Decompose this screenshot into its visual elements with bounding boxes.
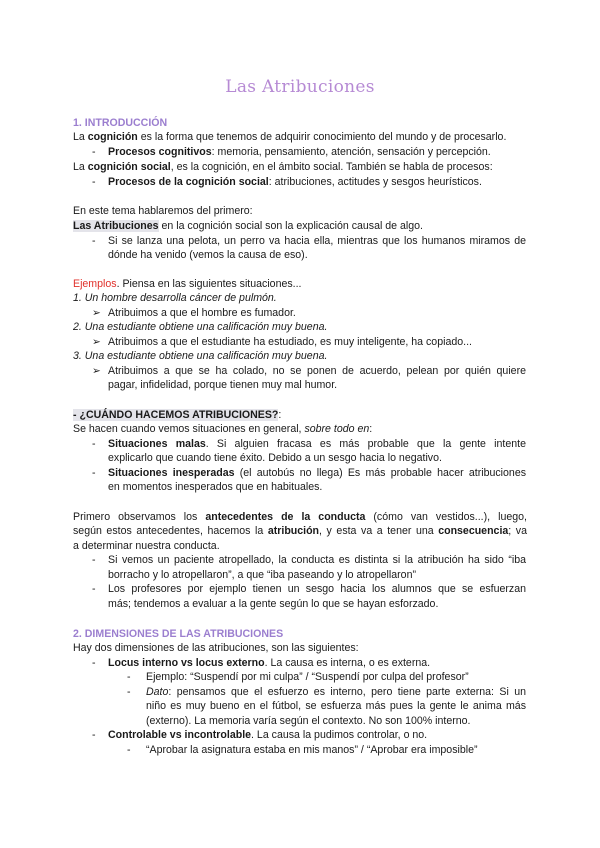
bullet-dash: - — [92, 235, 96, 247]
paragraph-cognicion-social: La cognición social, es la cognición, en el ámbito social. También se habla de procesos: — [73, 161, 493, 173]
bullet-dash: - — [92, 146, 96, 158]
bullet-pelota-line1: Si se lanza una pelota, un perro va hacia ella, mientras que los humanos miramos de — [108, 235, 526, 247]
sub-bullet-dato-line1: Dato: pensamos que el esfuerzo es interno, pero tiene parte externa: Si un — [146, 686, 526, 698]
sub-bullet-dash: - — [127, 671, 131, 683]
paragraph-antecedentes-line1: Primero observamos los antecedentes de la conducta (cómo van vestidos...), luego, — [73, 511, 527, 523]
bullet-situaciones-inesperadas-line2: en momentos inesperados que en habituales. — [108, 481, 323, 493]
sub-bullet-ejemplo: Ejemplo: “Suspendí por mi culpa” / “Suspendí por culpa del profesor” — [146, 671, 469, 683]
arrow-icon: ➢ — [92, 336, 101, 348]
example-3-attribution-line1: Atribuimos a que se ha colado, no se ponen de acuerdo, pelean por quién quiere — [108, 365, 526, 377]
bullet-procesos-cognicion-social: Procesos de la cognición social: atribuciones, actitudes y sesgos heurísticos. — [108, 176, 482, 188]
bullet-situaciones-malas-line2: explicarlo que cuando tiene éxito. Debido a un sesgo hacia lo negativo. — [108, 452, 442, 464]
paragraph-primero: En este tema hablaremos del primero: — [73, 205, 253, 217]
bullet-dash: - — [92, 176, 96, 188]
example-3-attribution-line2: pagar, infidelidad, porque tienen muy mal humor. — [108, 379, 338, 391]
sub-bullet-dato-line3: (externo). La memoria varía según el contexto. No son 100% interno. — [146, 715, 471, 727]
bullet-situaciones-malas-line1: Situaciones malas. Si alguien fracasa es más probable que la gente intente — [108, 438, 526, 450]
sub-bullet-dash: - — [127, 744, 131, 756]
bullet-dash: - — [92, 729, 96, 741]
example-2-attribution: Atribuimos a que el estudiante ha estudiado, es muy inteligente, ha copiado... — [108, 336, 472, 348]
bullet-paciente-line1: Si vemos un paciente atropellado, la conducta es distinta si la atribución ha sido “iba — [108, 554, 526, 566]
arrow-icon: ➢ — [92, 365, 101, 377]
example-1: 1. Un hombre desarrolla cáncer de pulmón. — [73, 292, 277, 304]
bullet-controlable: Controlable vs incontrolable. La causa la pudimos controlar, o no. — [108, 729, 428, 741]
bullet-paciente-line2: borracho y lo atropellaron”, a que “iba paseando y lo atropellaron” — [108, 569, 416, 581]
paragraph-ejemplos: Ejemplos. Piensa en las siguientes situaciones... — [73, 278, 302, 290]
bullet-dash: - — [92, 554, 96, 566]
section-heading-dimensiones: 2. DIMENSIONES DE LAS ATRIBUCIONES — [73, 628, 284, 640]
bullet-profesores-line2: más; tendemos a evaluar a la gente según lo que se hayan esforzado. — [108, 598, 439, 610]
paragraph-se-hacen: Se hacen cuando vemos situaciones en general, sobre todo en: — [73, 423, 373, 435]
bullet-dash: - — [92, 438, 96, 450]
sub-bullet-dash: - — [127, 686, 131, 698]
document-title: Las Atribuciones — [225, 77, 375, 97]
bullet-dash: - — [92, 583, 96, 595]
bullet-pelota-line2: dónde ha venido (vemos la causa de eso). — [108, 249, 308, 261]
sub-bullet-aprobar: “Aprobar la asignatura estaba en mis manos” / “Aprobar era imposible” — [146, 744, 478, 756]
section-heading-cuando: - ¿CUÁNDO HACEMOS ATRIBUCIONES?: — [73, 409, 282, 421]
bullet-procesos-cognitivos: Procesos cognitivos: memoria, pensamiento, atención, sensación y percepción. — [108, 146, 491, 158]
section-heading-introduccion: 1. INTRODUCCIÓN — [73, 117, 168, 129]
example-2: 2. Una estudiante obtiene una calificación muy buena. — [73, 321, 328, 333]
arrow-icon: ➢ — [92, 307, 101, 319]
bullet-locus: Locus interno vs locus externo. La causa es interna, o es externa. — [108, 657, 431, 669]
bullet-profesores-line1: Los profesores por ejemplo tienen un sesgo hacia los alumnos que se esfuerzan — [108, 583, 526, 595]
paragraph-dos-dimensiones: Hay dos dimensiones de las atribuciones, son las siguientes: — [73, 642, 359, 654]
bullet-dash: - — [92, 657, 96, 669]
sub-bullet-dato-line2: niño es muy bueno en el fútbol, se esfuerza más pues la gente le anima más — [146, 700, 526, 712]
example-3: 3. Una estudiante obtiene una calificación muy buena. — [73, 350, 328, 362]
bullet-situaciones-inesperadas-line1: Situaciones inesperadas (el autobús no llega) Es más probable hacer atribuciones — [108, 467, 527, 479]
paragraph-antecedentes-line2: según estos antecedentes, hacemos la atribución, y esta va a tener una consecuencia; va — [73, 525, 527, 537]
paragraph-cognicion: La cognición es la forma que tenemos de adquirir conocimiento del mundo y de procesarlo. — [73, 131, 507, 143]
paragraph-antecedentes-line3: a determinar nuestra conducta. — [73, 540, 220, 552]
paragraph-atribuciones-definicion: Las Atribuciones en la cognición social son la explicación causal de algo. — [73, 220, 423, 232]
bullet-dash: - — [92, 467, 96, 479]
example-1-attribution: Atribuimos a que el hombre es fumador. — [108, 307, 296, 319]
